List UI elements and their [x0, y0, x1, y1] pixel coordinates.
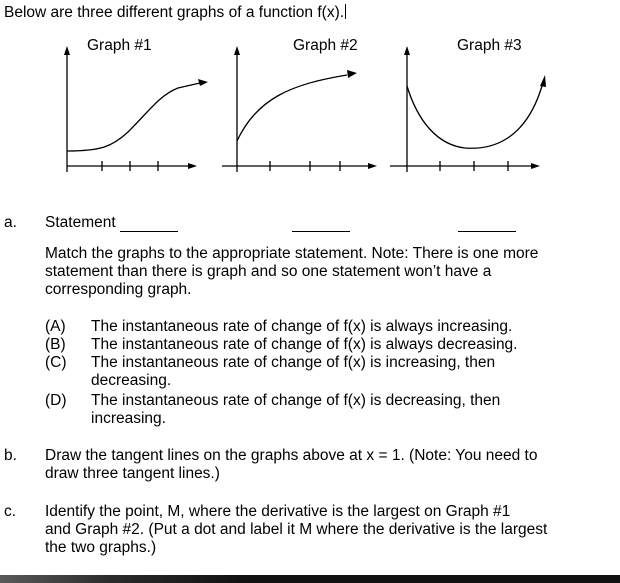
option-d-letter: (D): [45, 392, 67, 409]
part-b-line-1: Draw the tangent lines on the graphs above at x = 1. (Note: You need to: [45, 447, 538, 464]
answer-blank-graph-2-wrap: [292, 214, 350, 232]
option-c-letter: (C): [45, 354, 67, 371]
curve-arrow: [347, 70, 357, 78]
y-axis-arrow: [64, 46, 70, 55]
answer-blank-graph-3-wrap: [458, 214, 516, 232]
option-b-letter: (B): [45, 336, 66, 353]
graph-1-title: Graph #1: [87, 37, 152, 54]
graph-2-title: Graph #2: [293, 37, 358, 54]
x-axis-arrow: [368, 163, 377, 169]
option-c-text-line-1: The instantaneous rate of change of f(x) is increasing, then: [91, 354, 496, 371]
option-a-letter: (A): [45, 318, 66, 335]
part-c-line-1: Identify the point, M, where the derivative is the largest on Graph #1: [45, 503, 511, 520]
y-axis-arrow: [404, 46, 410, 55]
graph-1: [50, 40, 220, 180]
answer-blank-graph-3[interactable]: [458, 216, 516, 232]
option-a-text: The instantaneous rate of change of f(x) is always increasing.: [91, 318, 513, 335]
graph-2: [222, 40, 392, 180]
part-c-line-3: the two graphs.): [45, 539, 157, 556]
part-a-marker: a.: [4, 214, 17, 231]
option-c-text-line-2: decreasing.: [91, 372, 172, 389]
curve: [407, 86, 542, 148]
part-a-instructions-line-2: statement than there is graph and so one statement won’t have a: [45, 263, 492, 280]
option-b-text: The instantaneous rate of change of f(x) is always decreasing.: [91, 336, 518, 353]
part-b-line-2: draw three tangent lines.): [45, 465, 220, 482]
curve-arrow: [540, 75, 546, 87]
part-a-statement-label: Statement: [45, 214, 178, 232]
part-c-marker: c.: [4, 503, 17, 520]
part-a-instructions-line-1: Match the graphs to the appropriate statement. Note: There is one more: [45, 245, 539, 262]
answer-blank-graph-1[interactable]: [120, 216, 178, 232]
answer-blank-graph-2[interactable]: [292, 216, 350, 232]
option-d-text-line-2: increasing.: [91, 410, 166, 427]
curve: [237, 75, 347, 141]
x-axis-arrow: [188, 163, 197, 169]
window-bottom-edge: [0, 575, 620, 583]
part-c-line-2: and Graph #2. (Put a dot and label it M where the derivative is the largest: [45, 521, 548, 538]
x-axis-arrow: [531, 163, 540, 169]
graph-3-title: Graph #3: [457, 37, 522, 54]
y-axis-arrow: [234, 46, 240, 55]
option-d-text-line-1: The instantaneous rate of change of f(x) is decreasing, then: [91, 392, 501, 409]
intro-text: Below are three different graphs of a function f(x).: [4, 4, 345, 21]
text-cursor: [345, 4, 346, 19]
part-b-marker: b.: [4, 447, 17, 464]
part-a-instructions-line-3: corresponding graph.: [45, 281, 192, 298]
graph-3: [390, 40, 560, 180]
curve: [67, 83, 200, 151]
curve-arrow: [198, 79, 208, 86]
